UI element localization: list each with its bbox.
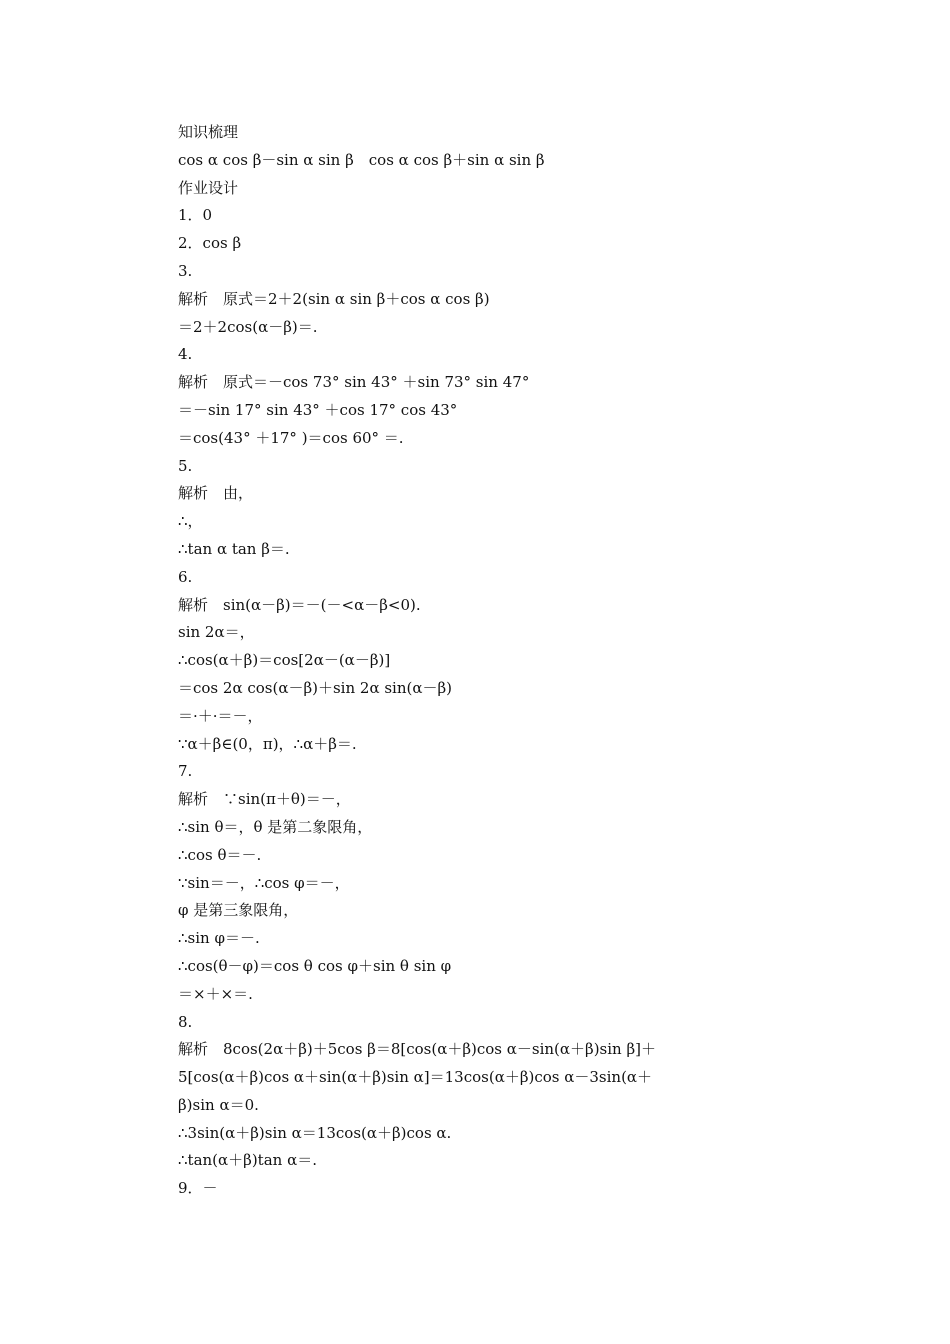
solution-line: ＝cos 2α cos(α－β)＋sin 2α sin(α－β) [178, 678, 452, 697]
solution-line: 解析 原式＝2＋2(sin α sin β＋cos α cos β) [178, 289, 490, 308]
solution-line: 解析 8cos(2α＋β)＋5cos β＝8[cos(α＋β)cos α－sin(α＋β)sin β]＋ [178, 1040, 657, 1059]
formula-line: cos α cos β－sin α sin β cos α cos β＋sin α sin β [178, 150, 545, 169]
answer-line: 2．cos β [178, 234, 242, 253]
solution-line: 解析 sin(α－β)＝－(－<α－β<0). [178, 595, 421, 614]
solution-line: ＝·＋·＝－， [178, 706, 263, 725]
answer-line: 9．－ [178, 1179, 218, 1198]
solution-line: sin 2α＝， [178, 623, 255, 642]
solution-line: ∴cos(θ－φ)＝cos θ cos φ＋sin θ sin φ [178, 956, 452, 975]
problem-number: 5. [178, 456, 193, 475]
solution-line: ∴3sin(α＋β)sin α＝13cos(α＋β)cos α. [178, 1123, 452, 1142]
solution-line: 5[cos(α＋β)cos α＋sin(α＋β)sin α]＝13cos(α＋β)cos α－3sin(α＋ [178, 1068, 653, 1087]
solution-line: ∵α＋β∈(0，π)，∴α＋β＝. [178, 734, 357, 753]
section-heading-knowledge: 知识梳理 [178, 123, 239, 141]
problem-number: 6. [178, 567, 193, 586]
problem-number: 8. [178, 1012, 193, 1031]
solution-line: 解析 原式＝－cos 73° sin 43° ＋sin 73° sin 47° [178, 373, 530, 392]
solution-line: ∴cos θ＝－. [178, 845, 262, 864]
solution-line: ∴sin θ＝，θ 是第二象限角， [178, 817, 373, 836]
answer-line: 1．0 [178, 206, 213, 225]
solution-line: ∴sin φ＝－. [178, 929, 260, 948]
solution-line: ∴tan(α＋β)tan α＝. [178, 1151, 317, 1170]
problem-number: 7. [178, 762, 193, 781]
section-heading-homework: 作业设计 [178, 178, 239, 197]
problem-number: 3. [178, 261, 193, 280]
solution-line: ＝－sin 17° sin 43° ＋cos 17° cos 43° [178, 400, 458, 419]
solution-line: ＝×＋×＝. [178, 984, 253, 1003]
answer-text-block [178, 119, 818, 1203]
solution-line: 解析 由， [178, 484, 254, 503]
solution-line: φ 是第三象限角， [178, 901, 299, 920]
solution-line: 解析 ∵sin(π＋θ)＝－， [178, 790, 351, 809]
solution-line: ＝cos(43° ＋17° )＝cos 60° ＝. [178, 428, 404, 447]
solution-line: ∴cos(α＋β)＝cos[2α－(α－β)] [178, 651, 391, 670]
solution-line: ∴， [178, 512, 203, 531]
solution-line: ∴tan α tan β＝. [178, 539, 290, 558]
solution-line: β)sin α＝0. [178, 1095, 259, 1114]
problem-number: 4. [178, 345, 193, 364]
solution-line: ∵sin＝－，∴cos φ＝－， [178, 873, 350, 892]
solution-line: ＝2＋2cos(α－β)＝. [178, 317, 318, 336]
